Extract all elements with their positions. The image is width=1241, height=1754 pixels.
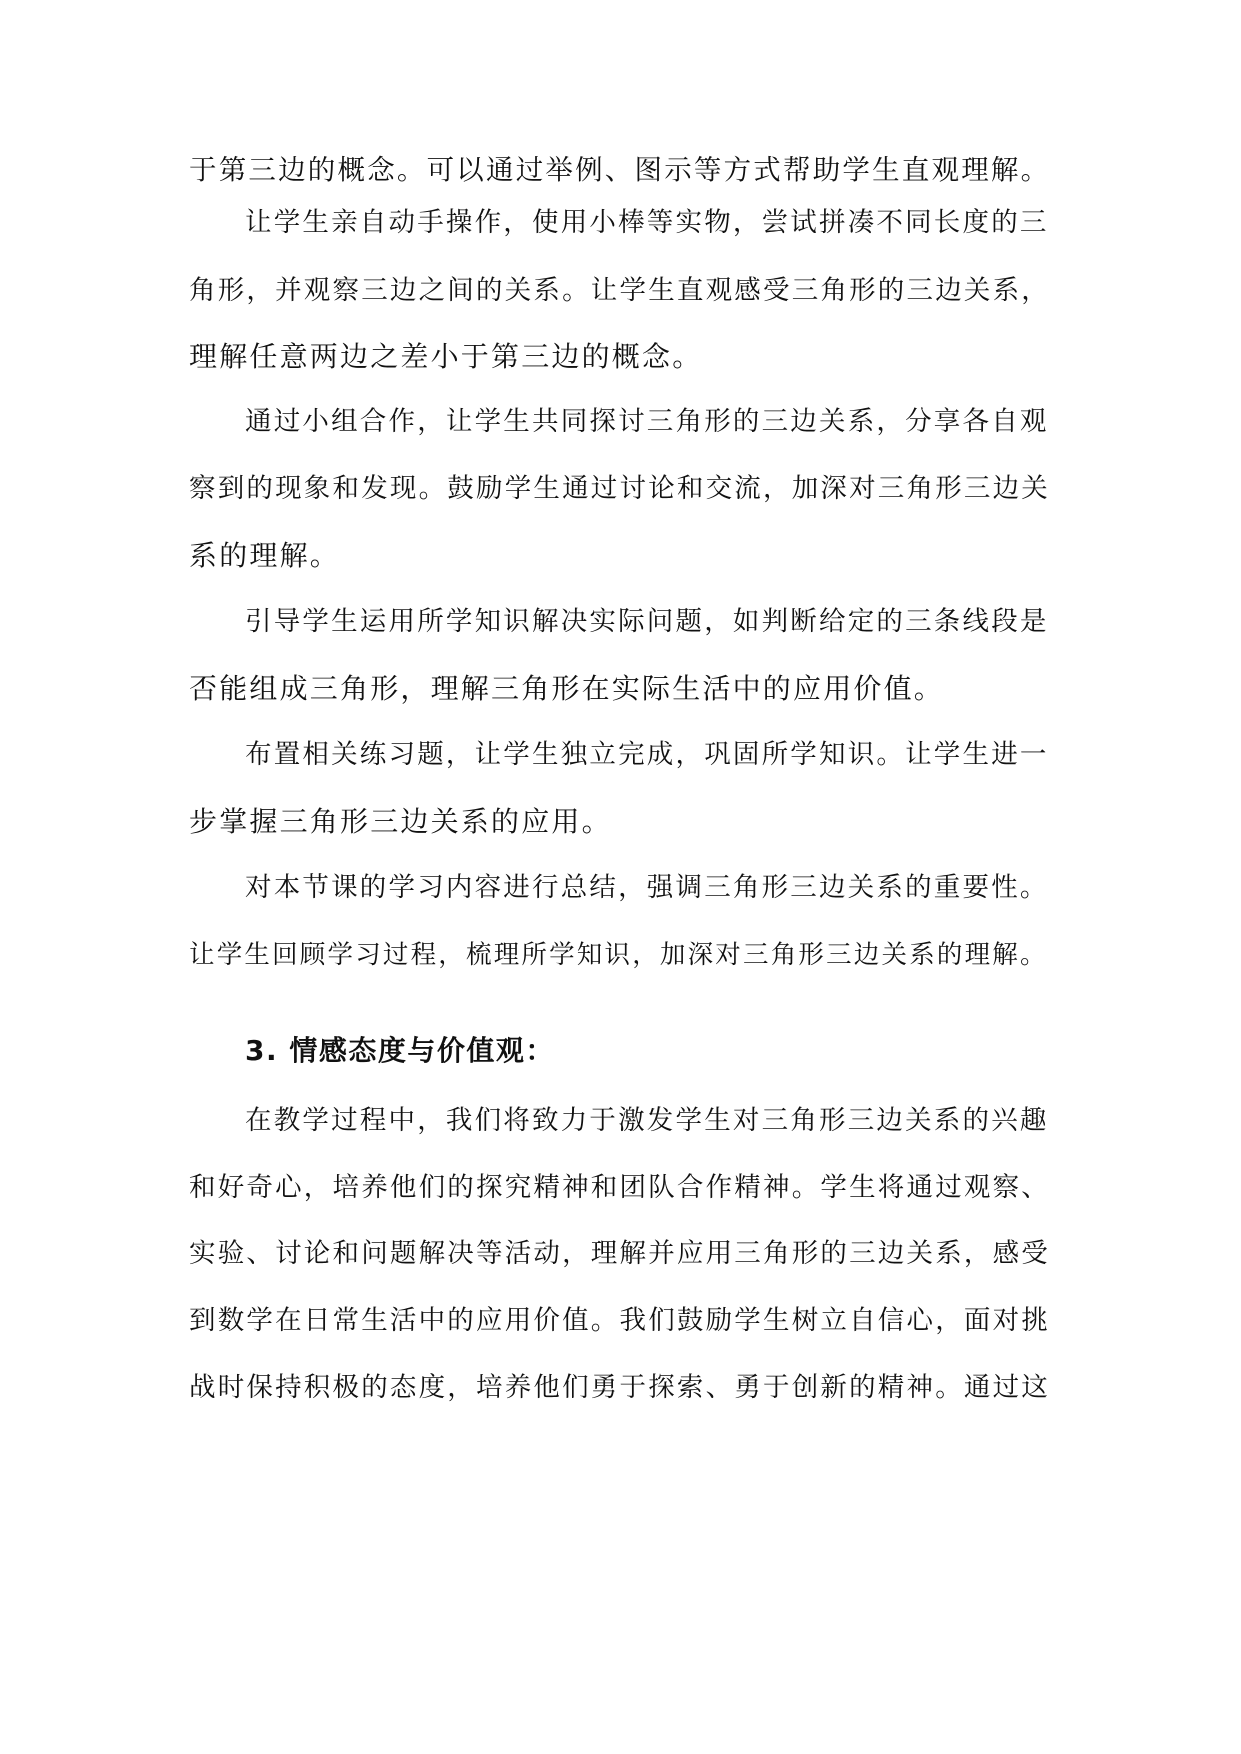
paragraph-line: 理解任意两边之差小于第三边的概念。 [189,340,703,373]
paragraph-line: 察到的现象和发现。鼓励学生通过讨论和交流，加深对三角形三边关 [189,473,1050,504]
paragraph-line: 否能组成三角形，理解三角形在实际生活中的应用价值。 [189,672,945,705]
paragraph-line: 对本节课的学习内容进行总结，强调三角形三边关系的重要性。 [245,872,1049,903]
paragraph-line: 布置相关练习题，让学生独立完成，巩固所学知识。让学生进一 [245,739,1049,770]
paragraph-line: 系的理解。 [189,539,341,572]
paragraph-line: 步掌握三角形三边关系的应用。 [189,805,612,838]
paragraph-line: 通过小组合作，让学生共同探讨三角形的三边关系，分享各自观 [245,406,1049,437]
paragraph-line: 让学生亲自动手操作，使用小棒等实物，尝试拼凑不同长度的三 [245,207,1049,238]
paragraph-line: 战时保持积极的态度，培养他们勇于探索、勇于创新的精神。通过这 [189,1372,1050,1403]
paragraph-line: 引导学生运用所学知识解决实际问题，如判断给定的三条线段是 [245,606,1049,637]
paragraph-line: 实验、讨论和问题解决等活动，理解并应用三角形的三边关系，感受 [189,1238,1050,1269]
paragraph-line: 到数学在日常生活中的应用价值。我们鼓励学生树立自信心，面对挑 [189,1305,1050,1336]
paragraph-line: 于第三边的概念。可以通过举例、图示等方式帮助学生直观理解。 [189,154,1051,186]
paragraph-line: 在教学过程中，我们将致力于激发学生对三角形三边关系的兴趣 [245,1105,1049,1136]
section-heading: 3. 情感态度与价值观： [245,1034,555,1067]
paragraph-line: 让学生回顾学习过程，梳理所学知识，加深对三角形三边关系的理解。 [189,940,1048,970]
paragraph-line: 和好奇心，培养他们的探究精神和团队合作精神。学生将通过观察、 [189,1172,1050,1203]
paragraph-line: 角形，并观察三边之间的关系。让学生直观感受三角形的三边关系， [189,275,1050,306]
